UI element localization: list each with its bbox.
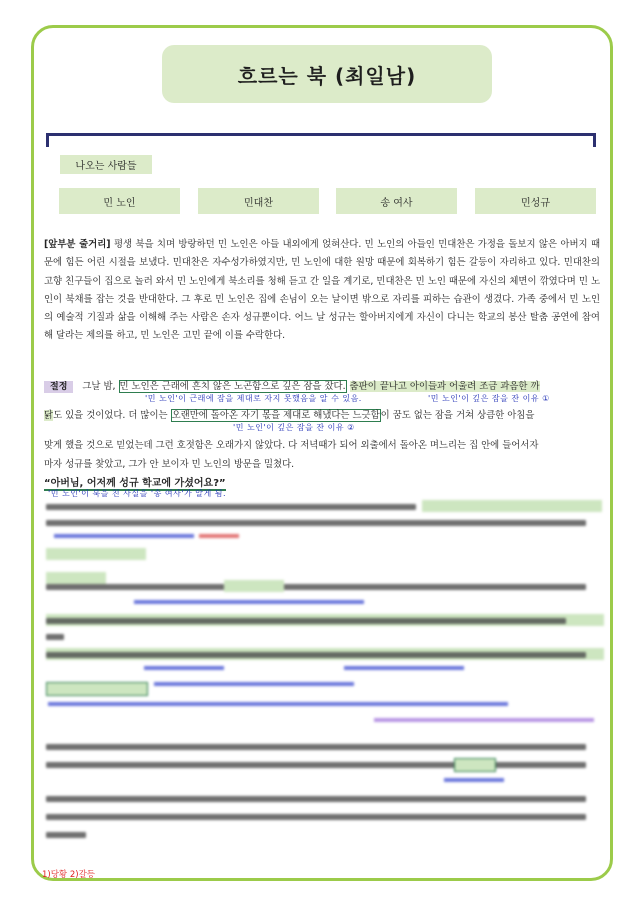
climax-tag: 절정	[44, 381, 73, 393]
climax-highlight-1: 춤판이 끝나고 아이들과 어울려 조금 과음한 까	[349, 381, 540, 392]
section-bracket	[46, 133, 596, 147]
quote-line: “아버님, 어저께 성규 학교에 가셨어요?”	[44, 474, 226, 491]
climax-line-3: 맞게 했을 것으로 믿었는데 그런 호젓함은 오래가지 않았다. 다 저녁때가 되어 외출에서 돌아온 며느리는 집 안에 들어서자	[44, 440, 539, 451]
character-song-yeosa: 송 여사	[336, 188, 457, 214]
character-min-seonggyu: 민성규	[475, 188, 596, 214]
page-title: 흐르는 북 (최일남)	[162, 45, 492, 103]
climax-line2-start: 닭	[44, 410, 54, 421]
climax-line-1	[44, 378, 540, 392]
blurred-text-region	[44, 498, 604, 848]
summary-label: [앞부분 줄거리]	[44, 239, 111, 250]
characters-label: 나오는 사람들	[60, 155, 152, 174]
footnote: 1)당황 2)갈등	[42, 870, 95, 880]
annotation-2: '민 노인'이 깊은 잠을 잔 이유 ①	[428, 394, 550, 403]
climax-line2-end: 이 꿈도 없는 잠을 거쳐 상큼한 아침을	[380, 410, 535, 421]
summary-paragraph	[44, 236, 600, 346]
annotation-1: '민 노인'이 근래에 잠을 제대로 자지 못했음을 알 수 있음.	[145, 394, 362, 403]
climax-lead: 그날 밤,	[82, 381, 116, 392]
climax-line2-mid: 도 있을 것이었다. 더 많이는	[53, 410, 168, 421]
climax-line-4: 마자 성규를 찾았고, 그가 안 보이자 민 노인의 방문을 밀쳤다.	[44, 459, 295, 470]
climax-box-1: 민 노인은 근래에 흔치 않은 노곤함으로 깊은 잠을 잤다.	[119, 381, 346, 392]
climax-line-2	[44, 407, 534, 421]
annotation-3: '민 노인'이 깊은 잠을 잔 이유 ②	[233, 423, 355, 432]
annotation-4: '민 노인'이 북을 친 사실을 '송 여사'가 알게 됨.	[48, 489, 227, 498]
summary-text: 평생 북을 치며 방랑하던 민 노인은 아들 내외에게 얹혀산다. 민 노인의 아들인 민대찬은 가정을 돌보지 않은 아버지 때문에 힘든 어린 시절을 보냈다. 민대찬은 자수성가하였지만, 민 노인에 대한 원망 때문에 회복하기 힘든 갈등이 자리하고 있다. 민대찬의 고향 친구들이 집으로 놀러 와서 민 노인에게 북소리를 청해 듣고 간 일을 계기로, 민대찬은 민 노인 때문에 자신의 체면이 깎였다며 민 노인이 북채를 잡는 것을 반대한다. 그 후로 민 노인은 집에 손님이 오는 날이면 밖으로 자리를 피하는 습관이 생겼다. 가족 중에서 민 노인의 예술적 기질과 삶을 이해해 주는 사람은 손자 성규뿐이다. 어느 날 성규는 할아버지에게 자신이 다니는 학교의 봉산 탈춤 공연에 참여해 달라는 제의를 하고, 민 노인은 고민 끝에 이를 수락한다.	[44, 239, 600, 342]
climax-box-2: 오랜만에 돌아온 자기 몫을 제대로 해냈다는 느긋함	[171, 410, 380, 421]
character-min-daechan: 민대찬	[198, 188, 319, 214]
character-min-noin: 민 노인	[59, 188, 180, 214]
